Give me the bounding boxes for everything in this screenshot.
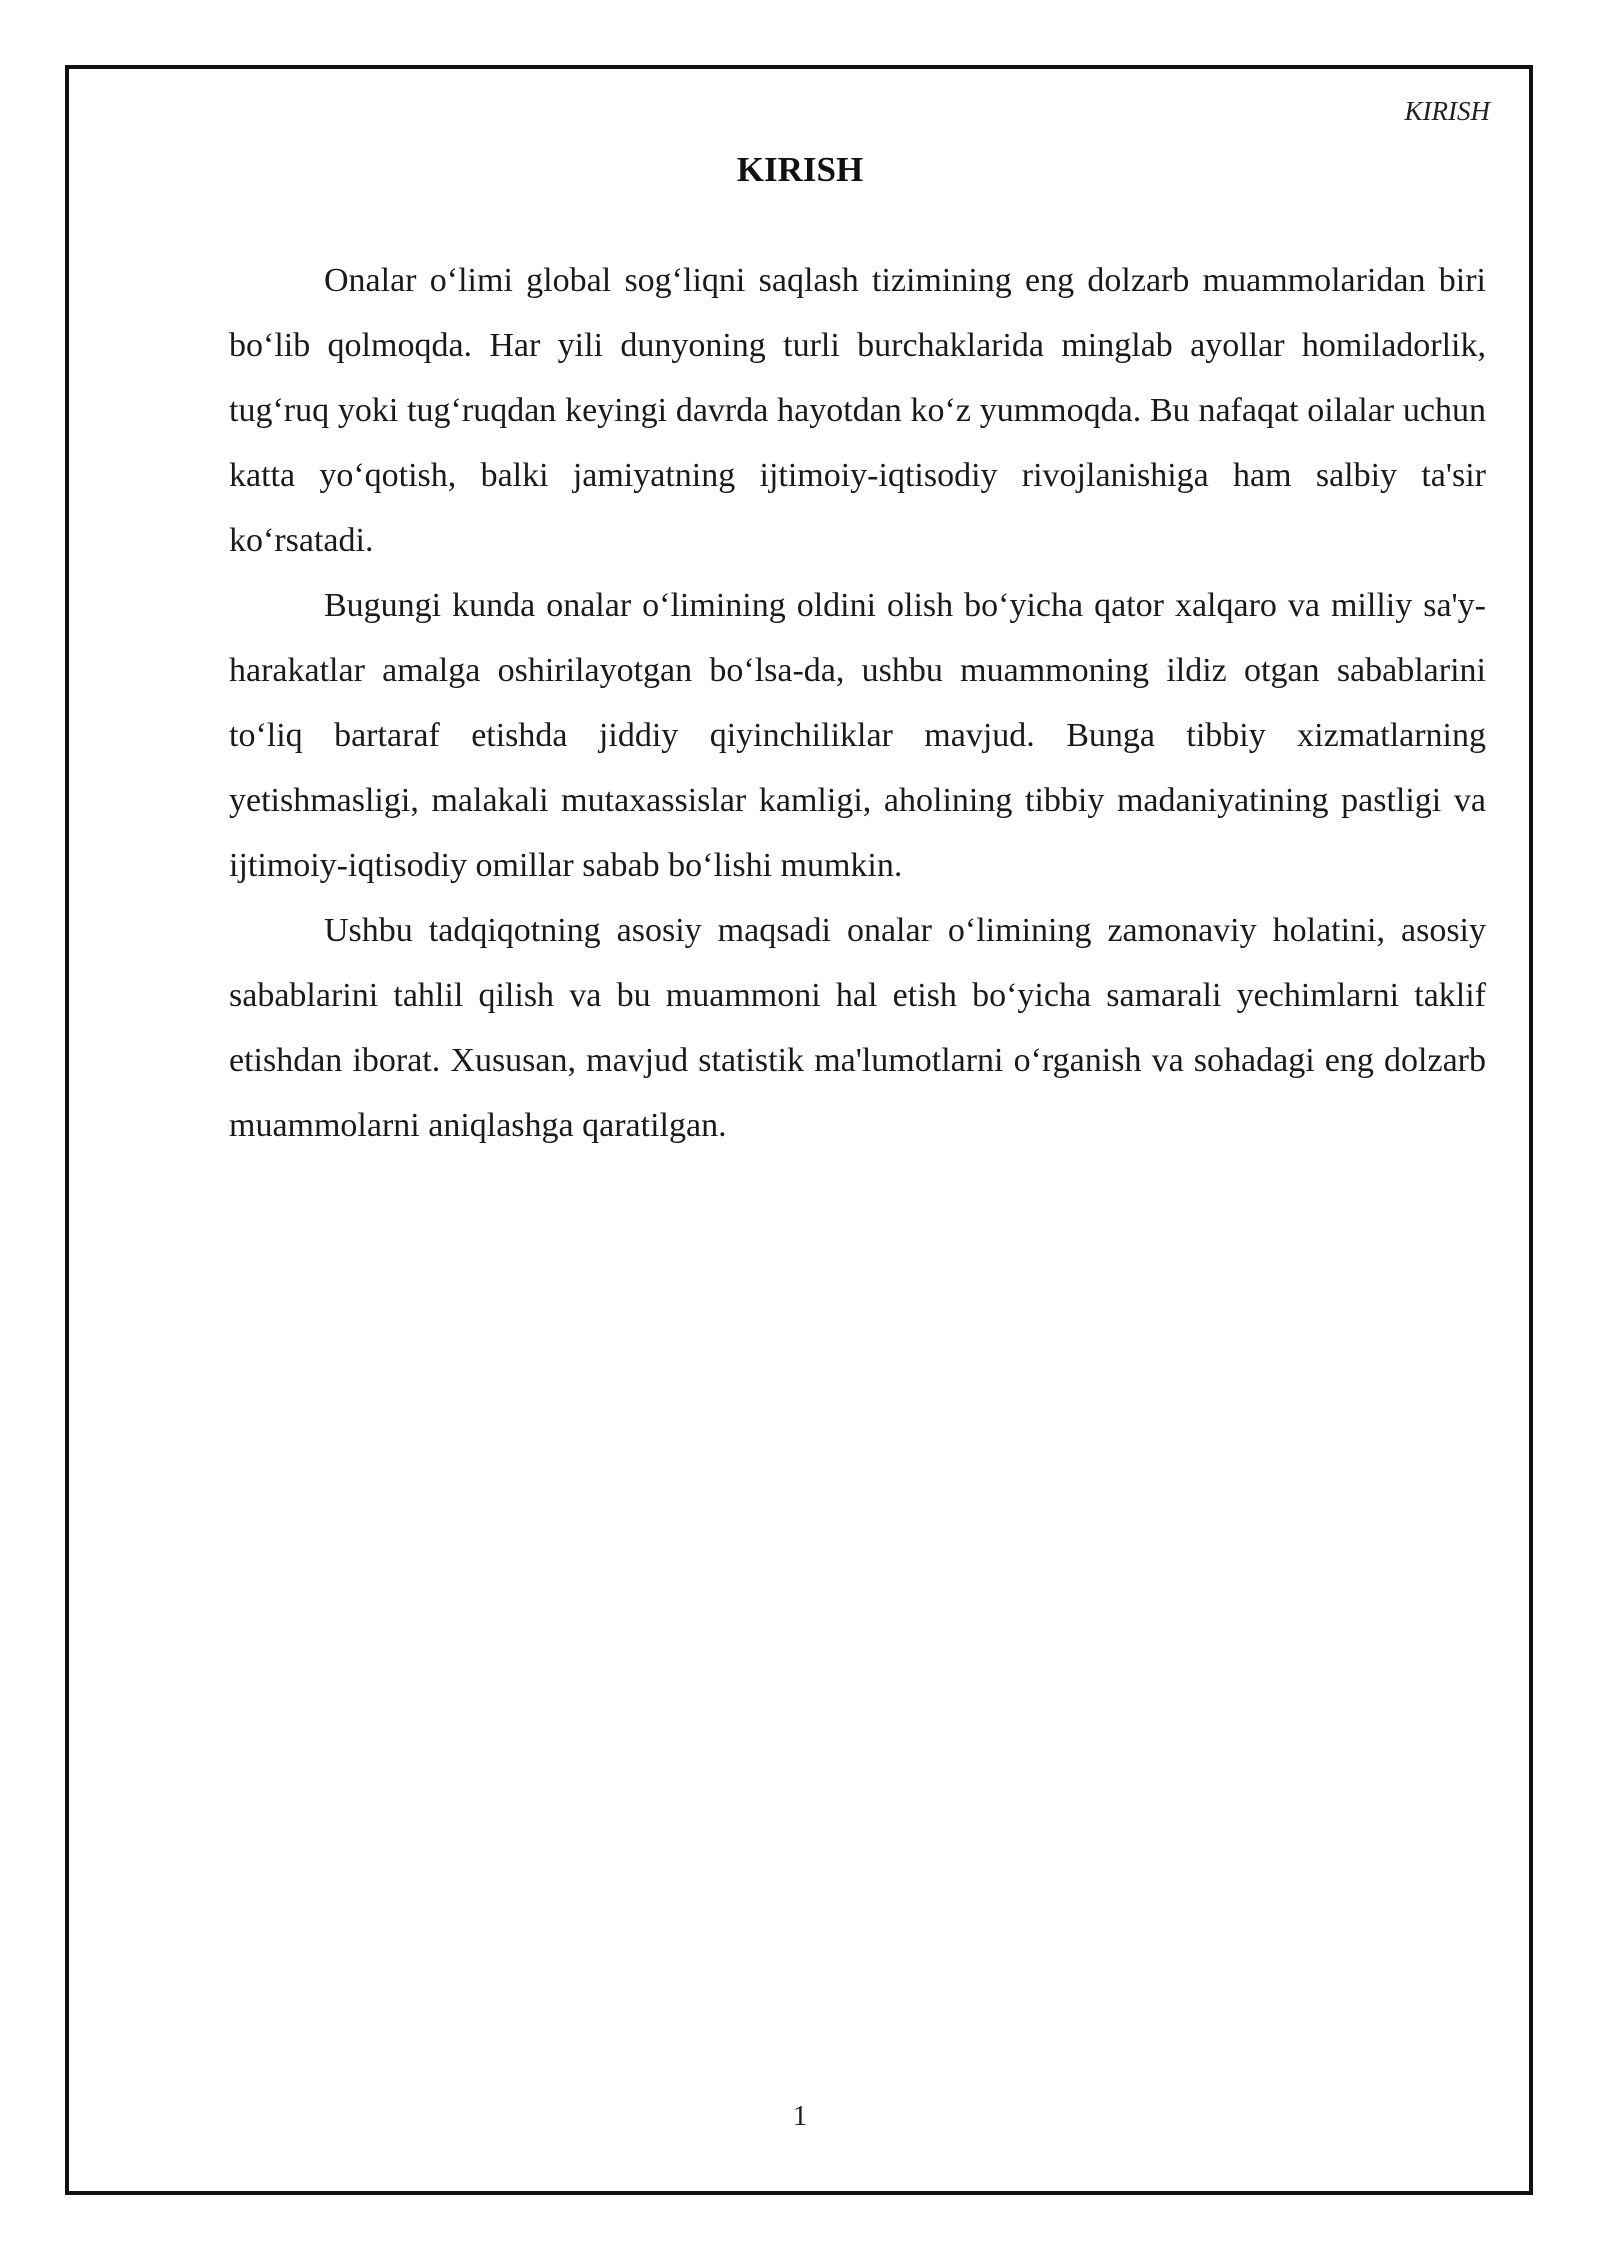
page-number: 1 — [792, 2100, 808, 2132]
body-text — [229, 248, 1486, 1158]
paragraph-1: Onalar o‘limi global sog‘liqni saqlash tizimining eng dolzarb muammolaridan biri bo‘lib qolmoqda. Har yili dunyoning turli burchaklarida minglab ayollar homiladorlik, tug‘ruq yoki tug‘ruqdan keyingi davrda hayotdan ko‘z yummoqda. Bu nafaqat oilalar uchun katta yo‘qotish, balki jamiyatning ijtimoiy-iqtisodiy rivojlanishiga ham salbiy ta'sir ko‘rsatadi. — [229, 262, 1486, 559]
paragraph-2: Bugungi kunda onalar o‘limining oldini olish bo‘yicha qator xalqaro va milliy sa'y-harakatlar amalga oshirilayotgan bo‘lsa-da, ushbu muammoning ildiz otgan sabablarini to‘liq bartaraf etishda jiddiy qiyinchiliklar mavjud. Bunga tibbiy xizmatlarning yetishmasligi, malakali mutaxassislar kamligi, aholining tibbiy madaniyatining pastligi va ijtimoiy-iqtisodiy omillar sabab bo‘lishi mumkin. — [229, 587, 1486, 884]
paragraph-3: Ushbu tadqiqotning asosiy maqsadi onalar o‘limining zamonaviy holatini, asosiy sabablarini tahlil qilish va bu muammoni hal etish bo‘yicha samarali yechimlarni taklif etishdan iborat. Xususan, mavjud statistik ma'lumotlarni o‘rganish va sohadagi eng dolzarb muammolarni aniqlashga qaratilgan. — [229, 912, 1486, 1144]
page-title: KIRISH — [736, 150, 864, 189]
running-header: KIRISH — [1404, 96, 1490, 126]
